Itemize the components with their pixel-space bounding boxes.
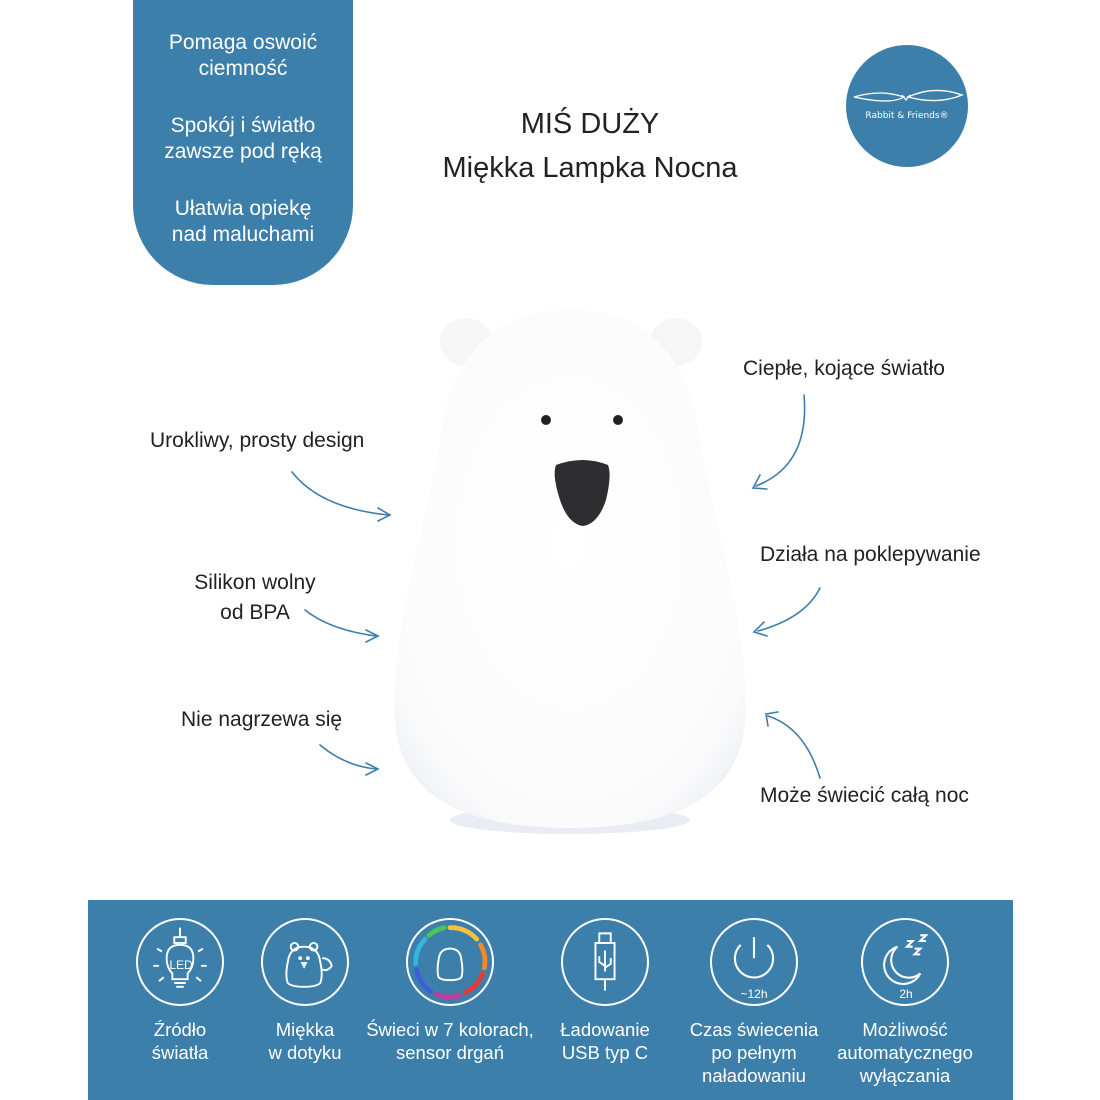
spec-label-light-source: Źródło światła: [151, 1019, 209, 1063]
logo-text: Rabbit & Friends®: [865, 111, 949, 121]
led-badge: LED: [169, 958, 193, 972]
spec-label-auto-off: Możliwość automatycznego wyłączania: [837, 1019, 973, 1086]
product-title: MIŚ DUŻY: [520, 108, 660, 140]
soft-bear-touch-icon: [261, 918, 349, 1006]
arrow-bpa: [305, 610, 376, 636]
timer-badge: ~12h: [740, 987, 768, 1001]
spec-label-soft-touch: Miękka w dotyku: [268, 1019, 342, 1063]
benefit-text: Pomaga oswoić ciemność: [168, 31, 318, 80]
arrow-warm-light: [756, 395, 805, 486]
feature-warm-light: Ciepłe, kojące światło: [743, 357, 945, 380]
arrow-no-heat: [320, 745, 376, 769]
color-ring-bear-icon: [406, 918, 494, 1006]
feature-tap-control: Działa na poklepywanie: [760, 543, 981, 566]
timer-badge: 2h: [899, 987, 913, 1001]
spec-label-colors-sensor: Świeci w 7 kolorach, sensor drgań: [366, 1019, 534, 1063]
feature-all-night: Może świecić całą noc: [760, 784, 969, 807]
benefit-text: Spokój i światło zawsze pod ręką: [164, 114, 322, 163]
usb-c-plug-icon: [561, 918, 649, 1006]
arrow-all-night: [768, 716, 820, 778]
spec-label-runtime: Czas świecenia po pełnym naładowaniu: [689, 1019, 819, 1086]
spec-label-usb-charging: Ładowanie USB typ C: [560, 1019, 650, 1063]
benefit-text: Ułatwia opiekę nad maluchami: [171, 197, 315, 246]
arrow-tap: [758, 588, 820, 631]
feature-no-heat: Nie nagrzewa się: [181, 708, 343, 731]
product-subtitle: Miękka Lampka Nocna: [442, 152, 738, 184]
feature-design: Urokliwy, prosty design: [150, 429, 365, 452]
feature-bpa-free: Silikon wolny od BPA: [194, 571, 316, 624]
arrow-design: [292, 472, 388, 515]
spec-panel: [88, 900, 1013, 1100]
